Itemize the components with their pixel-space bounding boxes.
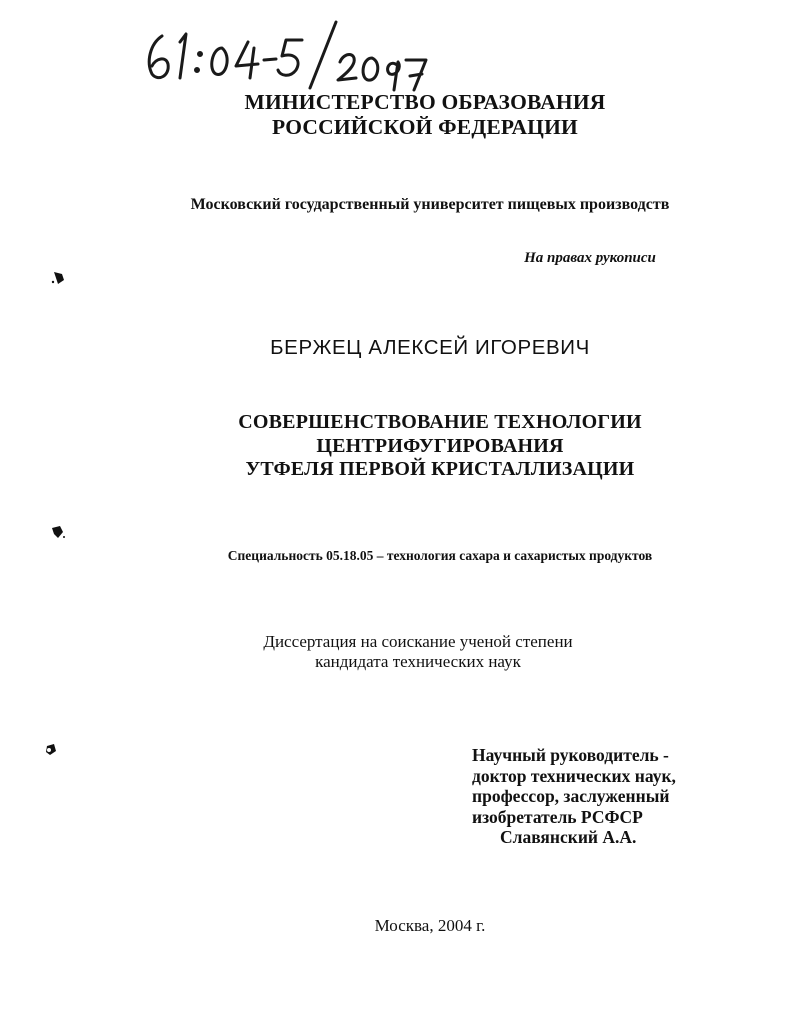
- title-line-1: СОВЕРШЕНСТВОВАНИЕ ТЕХНОЛОГИИ: [238, 411, 642, 433]
- supervisor-line-2: доктор технических наук,: [472, 765, 676, 786]
- ministry-heading: [200, 90, 650, 140]
- ministry-line-1: МИНИСТЕРСТВО ОБРАЗОВАНИЯ: [244, 90, 606, 114]
- degree-line-1: Диссертация на соискание ученой степени: [263, 632, 573, 651]
- university-name: Московский государственный университет пищевых производств: [190, 196, 670, 213]
- handwritten-catalog-number: [140, 18, 440, 90]
- scan-speck-mark: [42, 740, 62, 760]
- ministry-line-2: РОССИЙСКОЙ ФЕДЕРАЦИИ: [272, 115, 578, 139]
- dissertation-degree: [218, 632, 618, 672]
- dissertation-title: [180, 411, 700, 482]
- scientific-supervisor-block: [472, 745, 732, 848]
- specialty-line: Специальность 05.18.05 – технология сахара и сахаристых продуктов: [227, 548, 653, 563]
- title-line-2: ЦЕНТРИФУГИРОВАНИЯ: [316, 434, 564, 457]
- supervisor-line-3: профессор, заслуженный: [472, 786, 670, 806]
- manuscript-rights-note: На правах рукописи: [524, 250, 656, 266]
- city-and-year: Москва, 2004 г.: [374, 916, 486, 935]
- degree-line-2: кандидата технических наук: [315, 652, 521, 671]
- title-line-3: УТФЕЛЯ ПЕРВОЙ КРИСТАЛЛИЗАЦИИ: [245, 458, 635, 480]
- author-name: БЕРЖЕЦ АЛЕКСЕЙ ИГОРЕВИЧ: [270, 336, 590, 359]
- scan-speck-mark: [48, 522, 68, 542]
- handwritten-number-drawing: [140, 18, 440, 90]
- supervisor-name: Славянский А.А.: [500, 827, 637, 847]
- supervisor-line-1: Научный руководитель -: [472, 745, 669, 765]
- supervisor-line-4: изобретатель РСФСР: [472, 806, 643, 827]
- scan-speck-mark: [50, 268, 70, 288]
